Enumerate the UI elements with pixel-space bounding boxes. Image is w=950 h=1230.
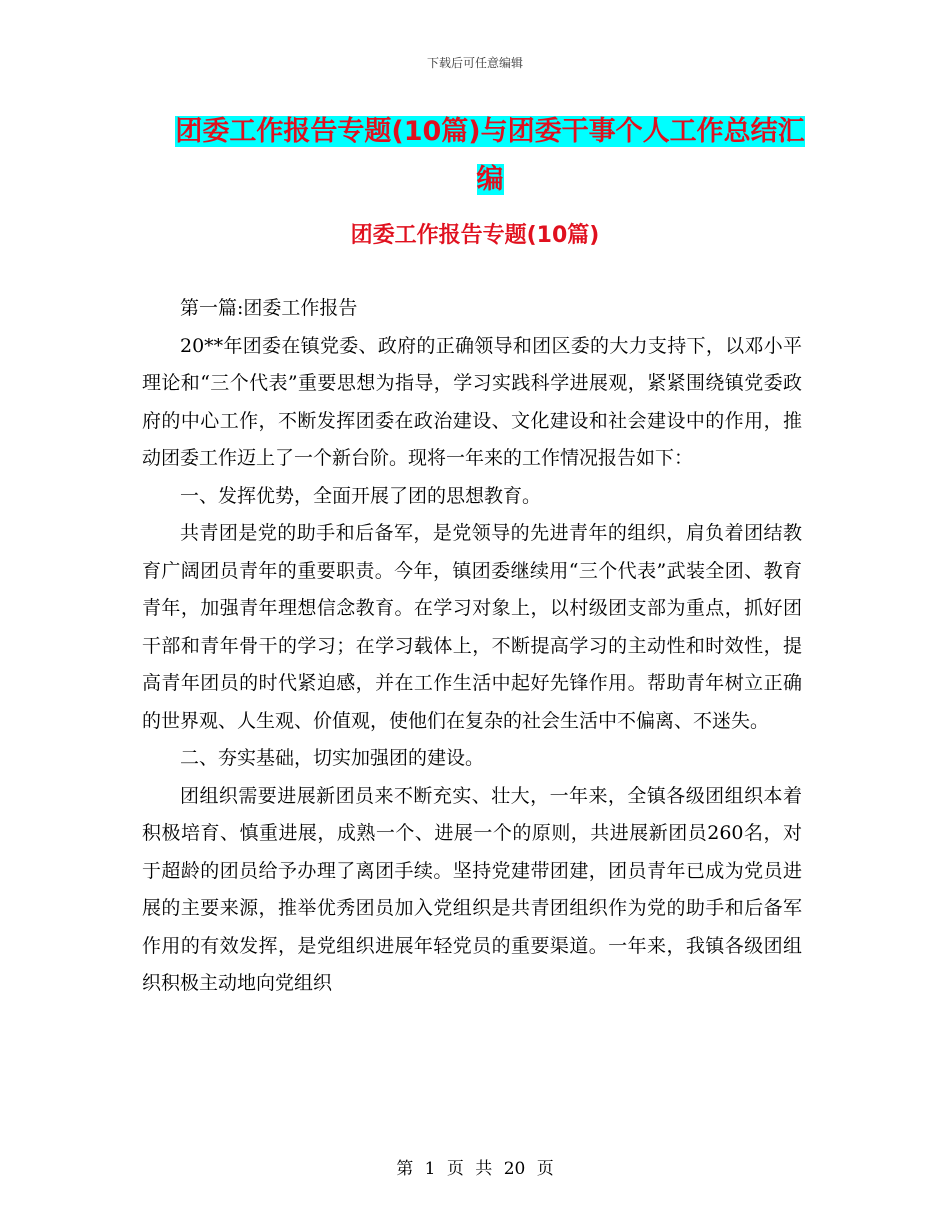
section-title: 团委工作报告专题(10篇) xyxy=(350,223,600,248)
paragraph-intro: 20**年团委在镇党委、政府的正确领导和团区委的大力支持下，以邓小平理论和“三个代表”重要思想为指导，学习实践科学进展观，紧紧围绕镇党委政府的中心工作，不断发挥团委在政治建设、文化建设和社会建设中的作用，推动团委工作迈上了一个新台阶。现将一年来的工作情况报告如下： xyxy=(142,334,802,469)
paragraph-heading-1: 一、发挥优势，全面开展了团的思想教育。 xyxy=(180,484,542,507)
title-line-2: 编 xyxy=(476,164,504,195)
paragraph-chapter-heading: 第一篇:团委工作报告 xyxy=(180,297,358,319)
paragraph-heading-2: 二、夯实基础，切实加强团的建设。 xyxy=(180,747,485,769)
paragraph-body-1: 共青团是党的助手和后备军，是党领导的先进青年的组织，肩负着团结教育广阔团员青年的重要职责。今年，镇团委继续用“三个代表”武装全团、教育青年，加强青年理想信念教育。在学习对象上，以村级团支部为重点，抓好团干部和青年骨干的学习；在学习载体上，不断提高学习的主动性和时效性，提高青年团员的时代紧迫感，并在工作生活中起好先锋作用。帮助青年树立正确的世界观、人生观、价值观，使他们在复杂的社会生活中不偏离、不迷失。 xyxy=(142,522,802,732)
document-body xyxy=(142,290,802,1003)
document-title xyxy=(140,108,840,204)
paragraph-body-2: 团组织需要进展新团员来不断充实、壮大，一年来，全镇各级团组织本着积极培育、慎重进展，成熟一个、进展一个的原则，共进展新团员260名，对于超龄的团员给予办理了离团手续。坚持党建带团建，团员青年已成为党员进展的主要来源，推举优秀团员加入党组织是共青团组织作为党的助手和后备军作用的有效发挥，是党组织进展年轻党员的重要渠道。一年来，我镇各级团组织积极主动地向党组织 xyxy=(142,784,802,994)
header-note: 下载后可任意编辑 xyxy=(426,56,523,70)
title-line-1: 团委工作报告专题(10篇)与团委干事个人工作总结汇 xyxy=(175,116,805,147)
page-number: 第 1 页 共 20 页 xyxy=(396,1159,554,1179)
